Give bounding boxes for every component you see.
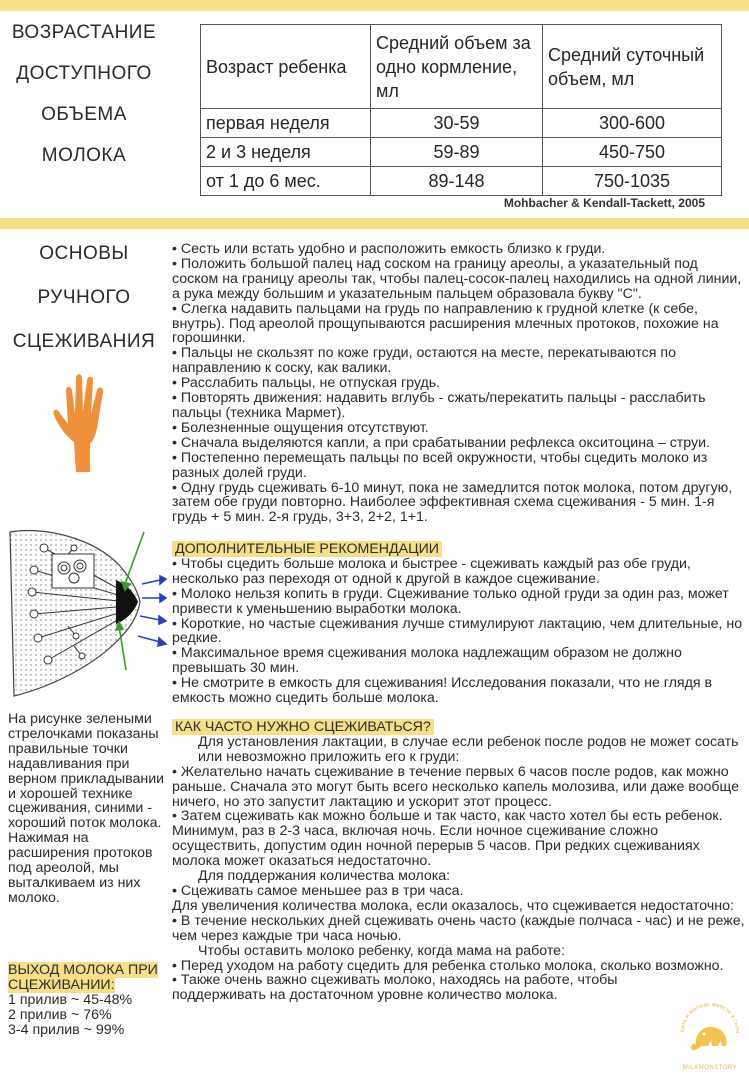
cell-per-day: 300-600 xyxy=(543,109,722,138)
cell-age: от 1 до 6 мес. xyxy=(201,167,371,196)
expression-instructions xyxy=(172,242,746,525)
step: • Слегка надавить пальцами на грудь по направлению к грудной клетке (к себе, внутрь). Под ареолой прощупываются расширения млечных протоков, похожие на горошинки. xyxy=(172,300,719,347)
frequency-increase: Для увеличения количества молока, если оказалось, что сцеживается недостаточно: xyxy=(172,897,734,914)
step: • Положить большой палец над соском на границу ареолы, а указательный под соском на границу ареолы так, чтобы палец-сосок-палец находились на одной линии, а рука между большим и указательным пальцем образовала букву "С". xyxy=(172,255,742,302)
extra-heading: ДОПОЛНИТЕЛЬНЫЕ РЕКОМЕНДАЦИИ xyxy=(172,541,442,557)
title-line: ОБЪЕМА xyxy=(41,104,127,125)
recommendation: • Не смотрите в емкость для сцеживания! Исследования показали, что не глядя в емкость можно сцедить больше молока. xyxy=(172,675,713,707)
recommendation: • Чтобы сцедить больше молока и быстрее - сцеживать каждый раз обе груди, несколько раз переходя от одной к другой в каждое сцеживание. xyxy=(172,555,691,587)
yield-line: 1 прилив ~ 45-48% xyxy=(8,992,133,1008)
title-line: ОСНОВЫ xyxy=(39,243,129,264)
table-row xyxy=(201,167,722,196)
header-per-feed: Средний объем за одно кормление, мл xyxy=(371,25,543,109)
frequency-item: • Желательно начать сцеживание в течение первых 6 часов после родов, как можно раньше. Сначала это могут быть всего несколько капель молозива, или даже вообще ничего, но это запустит лактацию и ускорит этот процесс. xyxy=(172,763,739,810)
logo-arc-text: пить и малыш, вместе и сытн xyxy=(679,1001,741,1034)
frequency-intro: Для установления лактации, в случае если ребенок после родов не может сосать или невозможно приложить его к груди: xyxy=(198,733,739,765)
step: • Расслабить пальцы, не отпуская грудь. xyxy=(172,375,441,392)
cell-per-feed: 89-148 xyxy=(371,167,543,196)
step: • Сначала выделяются капли, а при срабатывании рефлекса окситоцина – струи. xyxy=(172,434,710,451)
yield-heading: ВЫХОД МОЛОКА ПРИ СЦЕЖИВАНИИ: xyxy=(8,962,158,993)
frequency-item: • Сцеживать самое меньшее раз в три часа. xyxy=(172,882,464,899)
cell-per-day: 750-1035 xyxy=(543,167,722,196)
volume-table-wrap xyxy=(200,24,722,196)
cell-per-day: 450-750 xyxy=(543,138,722,167)
frequency-item: • Затем сцеживать как можно больше и так часто, как часто хотел бы есть ребенок. Минимум, раз в 2-3 часа, включая ночь. Если ночное сцеживание сложно осуществить, допустим один ночной перерыв 5 часов. При редких сцеживаниях молока может оказаться недостаточно. xyxy=(172,808,723,870)
yield-line: 2 прилив ~ 76% xyxy=(8,1007,112,1023)
table-row xyxy=(201,109,722,138)
additional-recommendations xyxy=(172,542,746,706)
section-title-manual-expression xyxy=(4,232,164,364)
cell-per-feed: 59-89 xyxy=(371,138,543,167)
citation: Mohbacher & Kendall-Tackett, 2005 xyxy=(503,196,705,210)
milk-yield xyxy=(8,963,170,1038)
frequency-work: Чтобы оставить молоко ребенку, когда мама на работе: xyxy=(198,942,566,959)
step: • Повторять движения: надавить вглубь - сжать/перекатить пальцы - расслабить пальцы (техника Мармет). xyxy=(172,390,706,421)
yield-line: 3-4 прилив ~ 99% xyxy=(8,1022,125,1038)
frequency-heading: КАК ЧАСТО НУЖНО СЦЕЖИВАТЬСЯ? xyxy=(172,719,434,735)
recommendation: • Максимальное время сцеживания молока надлежащим образом не должно превышать 30 мин. xyxy=(172,645,682,677)
frequency-item: • Перед уходом на работу сцедить для ребенка столько молока, сколько возможно. xyxy=(172,957,724,974)
table-row xyxy=(201,138,722,167)
top-divider xyxy=(0,0,749,11)
frequency-item: • Также очень важно сцеживать молоко, находясь на работе, чтобы поддерживать на достаточном уровне количество молока. xyxy=(172,972,618,1004)
table-header-row xyxy=(201,25,722,109)
title-line: СЦЕЖИВАНИЯ xyxy=(12,331,156,352)
header-age: Возраст ребенка xyxy=(201,25,371,109)
cell-per-feed: 30-59 xyxy=(371,109,543,138)
recommendation: • Короткие, но частые сцеживания лучше стимулируют лактацию, чем длительные, но редкие. xyxy=(172,615,743,647)
step: • Постепенно перемещать пальцы по всей окружности, чтобы сцедить молоко из разных долей груди. xyxy=(172,449,708,481)
frequency-support: Для поддержания количества молока: xyxy=(198,868,451,885)
elephant-logo-icon xyxy=(676,996,744,1060)
title-line: РУЧНОГО xyxy=(37,287,131,308)
recommendation: • Молоко нельзя копить в груди. Сцеживание только одной груди за один раз, может привести к уменьшению выработки молока. xyxy=(172,585,729,617)
step: • Сесть или встать удобно и расположить емкость близко к груди. xyxy=(172,241,606,257)
volume-table xyxy=(200,24,722,196)
diagram-caption: На рисунке зелеными стрелочками показаны правильные точки надавливания при верном прикладывании и хорошей технике сцеживания, синими - хороший поток молока. Нажимая на расширения протоков под ареолой, мы выталкиваем из них молоко. xyxy=(8,711,165,906)
header-per-day: Средний суточный объем, мл xyxy=(543,25,722,109)
frequency-item: • В течение нескольких дней сцеживать очень часто (каждые полчаса - час) и не реже, чем через каждые три часа ночью. xyxy=(172,912,745,944)
frequency-section xyxy=(172,720,746,1003)
cell-age: 2 и 3 неделя xyxy=(201,138,371,167)
milkmonstory-logo xyxy=(676,996,744,1076)
hand-icon xyxy=(52,360,114,472)
step: • Одну грудь сцеживать 6-10 минут, пока не замедлится поток молока, потом другую, затем обе груди повторно. Наиболее эффективная схема сцеживания - 5 мин. 1-я грудь + 5 мин. 2-я грудь, 3+3, 2+2, 1+1. xyxy=(172,479,733,526)
title-line: МОЛОКА xyxy=(41,145,127,166)
logo-name: MILKMONSTORY xyxy=(682,1065,738,1071)
title-line: ВОЗРАСТАНИЕ xyxy=(11,22,157,43)
section-divider xyxy=(0,218,749,229)
step: • Болезненные ощущения отсутствуют. xyxy=(172,419,429,436)
breast-diagram xyxy=(4,518,170,708)
cell-age: первая неделя xyxy=(201,109,371,138)
title-line: ДОСТУПНОГО xyxy=(16,63,152,84)
section-title-milk-volume xyxy=(4,12,164,176)
step: • Пальцы не скользят по коже груди, остаются на месте, перекатываются по направлению к соску, как валики. xyxy=(172,345,676,377)
